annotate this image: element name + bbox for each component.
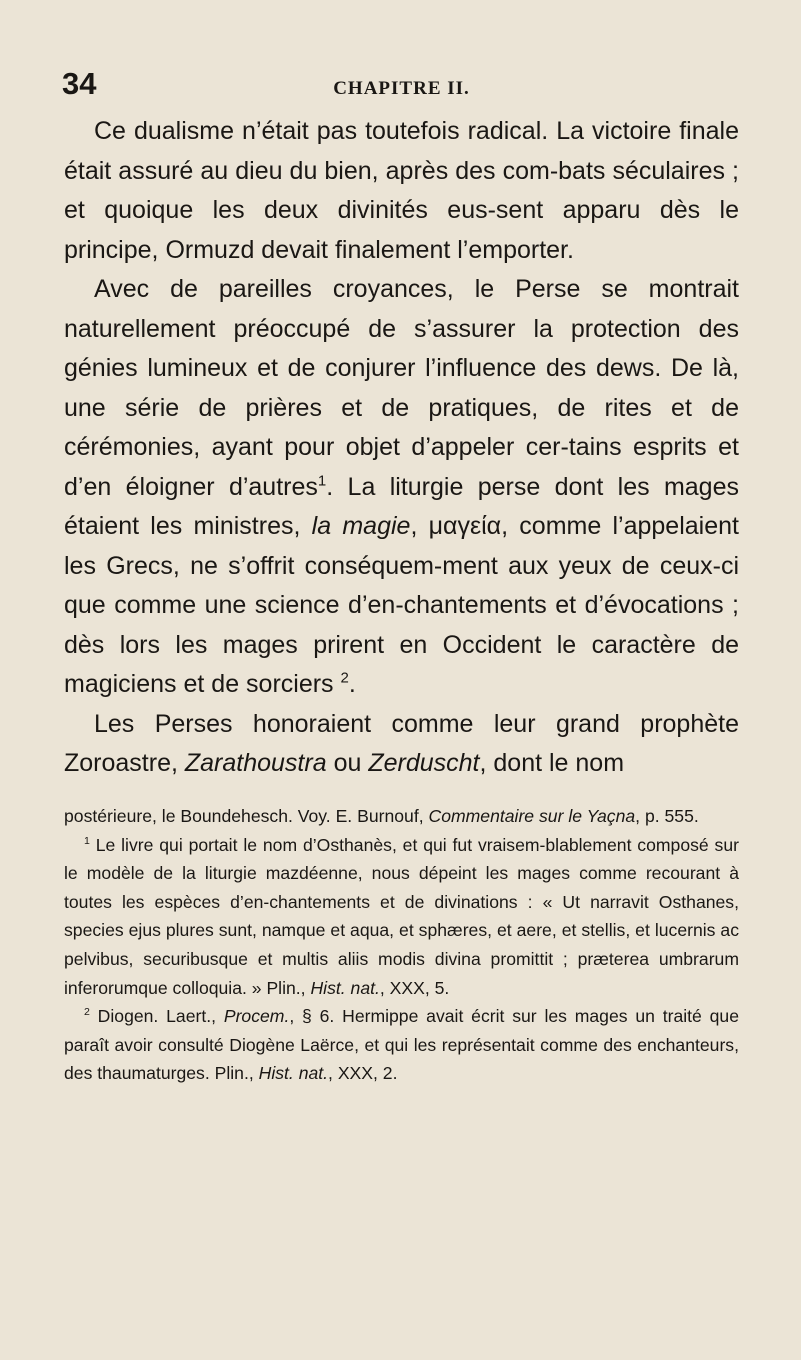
footnote-continuation: postérieure, le Boundehesch. Voy. E. Burnouf, Commentaire sur le Yaçna, p. 555. xyxy=(64,806,699,826)
footnote-ref-2: 2 xyxy=(340,669,349,687)
footnote-ref-1: 1 xyxy=(317,472,327,490)
page-number: 34 xyxy=(62,66,97,101)
paragraph-2: Avec de pareilles croyances, le Perse se montrait naturellement préoccupé de s’assurer la protection des génies lumineux et de conjurer l’influence des dews. De là, une série de prières et de pratiques, de rites et de cérémonies, ayant pour objet d’appeler cer-tains esprits et d’en éloigner d’autres$^1$. La liturgie perse dont les mages étaient les ministres, la magie, μαγεία, comme l’appelaient les Grecs, ne s’offrit conséquem-ment aux yeux de ceux-ci que comme une science d’en-chantements et d’évocations ; dès lors les mages prirent en Occident le caractère de magiciens et de sorciers $^2$. xyxy=(64,275,739,698)
name-zarathoustra: Zarathoustra xyxy=(184,749,327,777)
running-head: CHAPITRE II. xyxy=(333,78,470,99)
greek-word: μαγεία xyxy=(428,512,502,540)
footnote-mark-1: 1 xyxy=(84,834,90,847)
page-header xyxy=(62,66,741,110)
paragraph-1: Ce dualisme n’était pas toutefois radical. La victoire finale était assuré au dieu du bien, après des com-bats séculaires ; et quoique les deux divinités eus-sent apparu dès le principe, Ormuzd devait finalement l’emporter. xyxy=(64,117,739,264)
footnotes xyxy=(64,802,739,1088)
main-text xyxy=(64,112,739,784)
name-zerduscht: Zerduscht xyxy=(368,749,480,777)
footnote-mark-2: 2 xyxy=(84,1006,90,1019)
term-la-magie: la magie xyxy=(311,512,411,540)
footnote-1: $^1$ Le livre qui portait le nom d’Osthanès, et qui fut vraisem-blablement composé sur le modèle de la liturgie mazdéenne, nous dépeint les mages comme recourant à toutes les espèces d’en-chantements et de divinations : « Ut narravit Osthanes, species ejus plures sunt, namque et aqua, et sphæres, et aere, et stellis, et lucernis ac pelvibus, securibusque et multis aliis modis divina promittit ; præterea umbrarum inferorumque colloquia. » Plin., Hist. nat., XXX, 5. xyxy=(64,834,739,998)
footnote-2: $^2$ Diogen. Laert., Procem., § 6. Hermippe avait écrit sur les mages un traité que paraît avoir consulté Diogène Laërce, et qui les représentait comme des enchanteurs, des thaumaturges. Plin., Hist. nat., XXX, 2. xyxy=(64,1006,740,1084)
paragraph-3: Les Perses honoraient comme leur grand prophète Zoroastre, Zarathoustra ou Zerduscht, dont le nom xyxy=(64,709,739,777)
